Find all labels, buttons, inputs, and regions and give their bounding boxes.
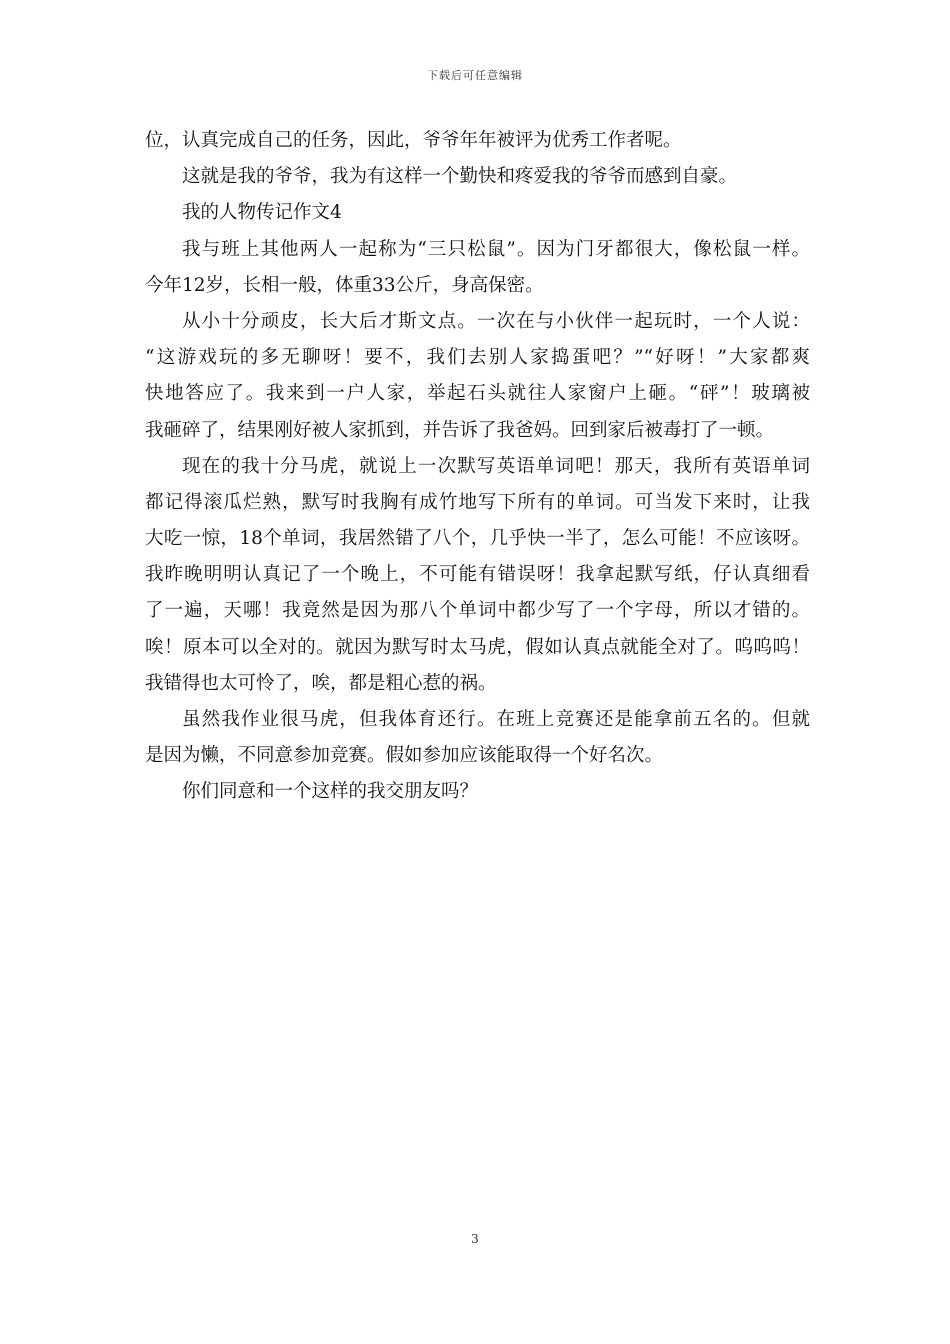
text-line: 都记得滚瓜烂熟，默写时我胸有成竹地写下所有的单词。可当发下来时，让我 [145, 491, 810, 513]
text-line: 位，认真完成自己的任务，因此，爷爷年年被评为优秀工作者呢。 [145, 130, 682, 151]
text-line: 唉！原本可以全对的。就因为默写时太马虎，假如认真点就能全对了。呜呜呜！ [145, 636, 810, 658]
section-heading: 我的人物传记作文4 [182, 202, 342, 224]
text-line: 现在的我十分马虎，就说上一次默写英语单词吧！那天，我所有英语单词 [182, 455, 810, 477]
text-line: 这就是我的爷爷，我为有这样一个勤快和疼爱我的爷爷而感到自豪。 [182, 166, 738, 188]
text-line: 我与班上其他两人一起称为“三只松鼠”。因为门牙都很大，像松鼠一样。 [182, 238, 810, 260]
document-body [145, 123, 810, 811]
text-line: “这游戏玩的多无聊呀！要不，我们去别人家捣蛋吧？”“好呀！”大家都爽 [145, 347, 810, 369]
text-line: 从小十分顽皮，长大后才斯文点。一次在与小伙伴一起玩时，一个人说： [182, 310, 810, 332]
text-line: 了一遍，天哪！我竟然是因为那八个单词中都少写了一个字母，所以才错的。 [145, 600, 810, 622]
text-line: 我昨晚明明认真记了一个晚上，不可能有错误呀！我拿起默写纸，仔认真细看 [145, 564, 810, 586]
text-line: 我错得也太可怜了，唉，都是粗心惹的祸。 [145, 672, 497, 694]
text-line: 是因为懒，不同意参加竞赛。假如参加应该能取得一个好名次。 [145, 745, 664, 767]
text-line: 快地答应了。我来到一户人家，举起石头就往人家窗户上砸。“砰”！玻璃被 [145, 383, 810, 405]
page-number: 3 [471, 1232, 479, 1246]
text-line: 我砸碎了，结果刚好被人家抓到，并告诉了我爸妈。回到家后被毒打了一顿。 [145, 419, 775, 441]
text-line: 今年12岁，长相一般，体重33公斤，身高保密。 [145, 274, 544, 296]
text-line: 你们同意和一个这样的我交朋友吗？ [182, 781, 479, 803]
text-line: 大吃一惊，18个单词，我居然错了八个，几乎快一半了，怎么可能！不应该呀。 [145, 528, 810, 550]
page-header: 下载后可任意编辑 [427, 69, 523, 82]
text-line: 虽然我作业很马虎，但我体育还行。在班上竞赛还是能拿前五名的。但就 [182, 709, 810, 730]
